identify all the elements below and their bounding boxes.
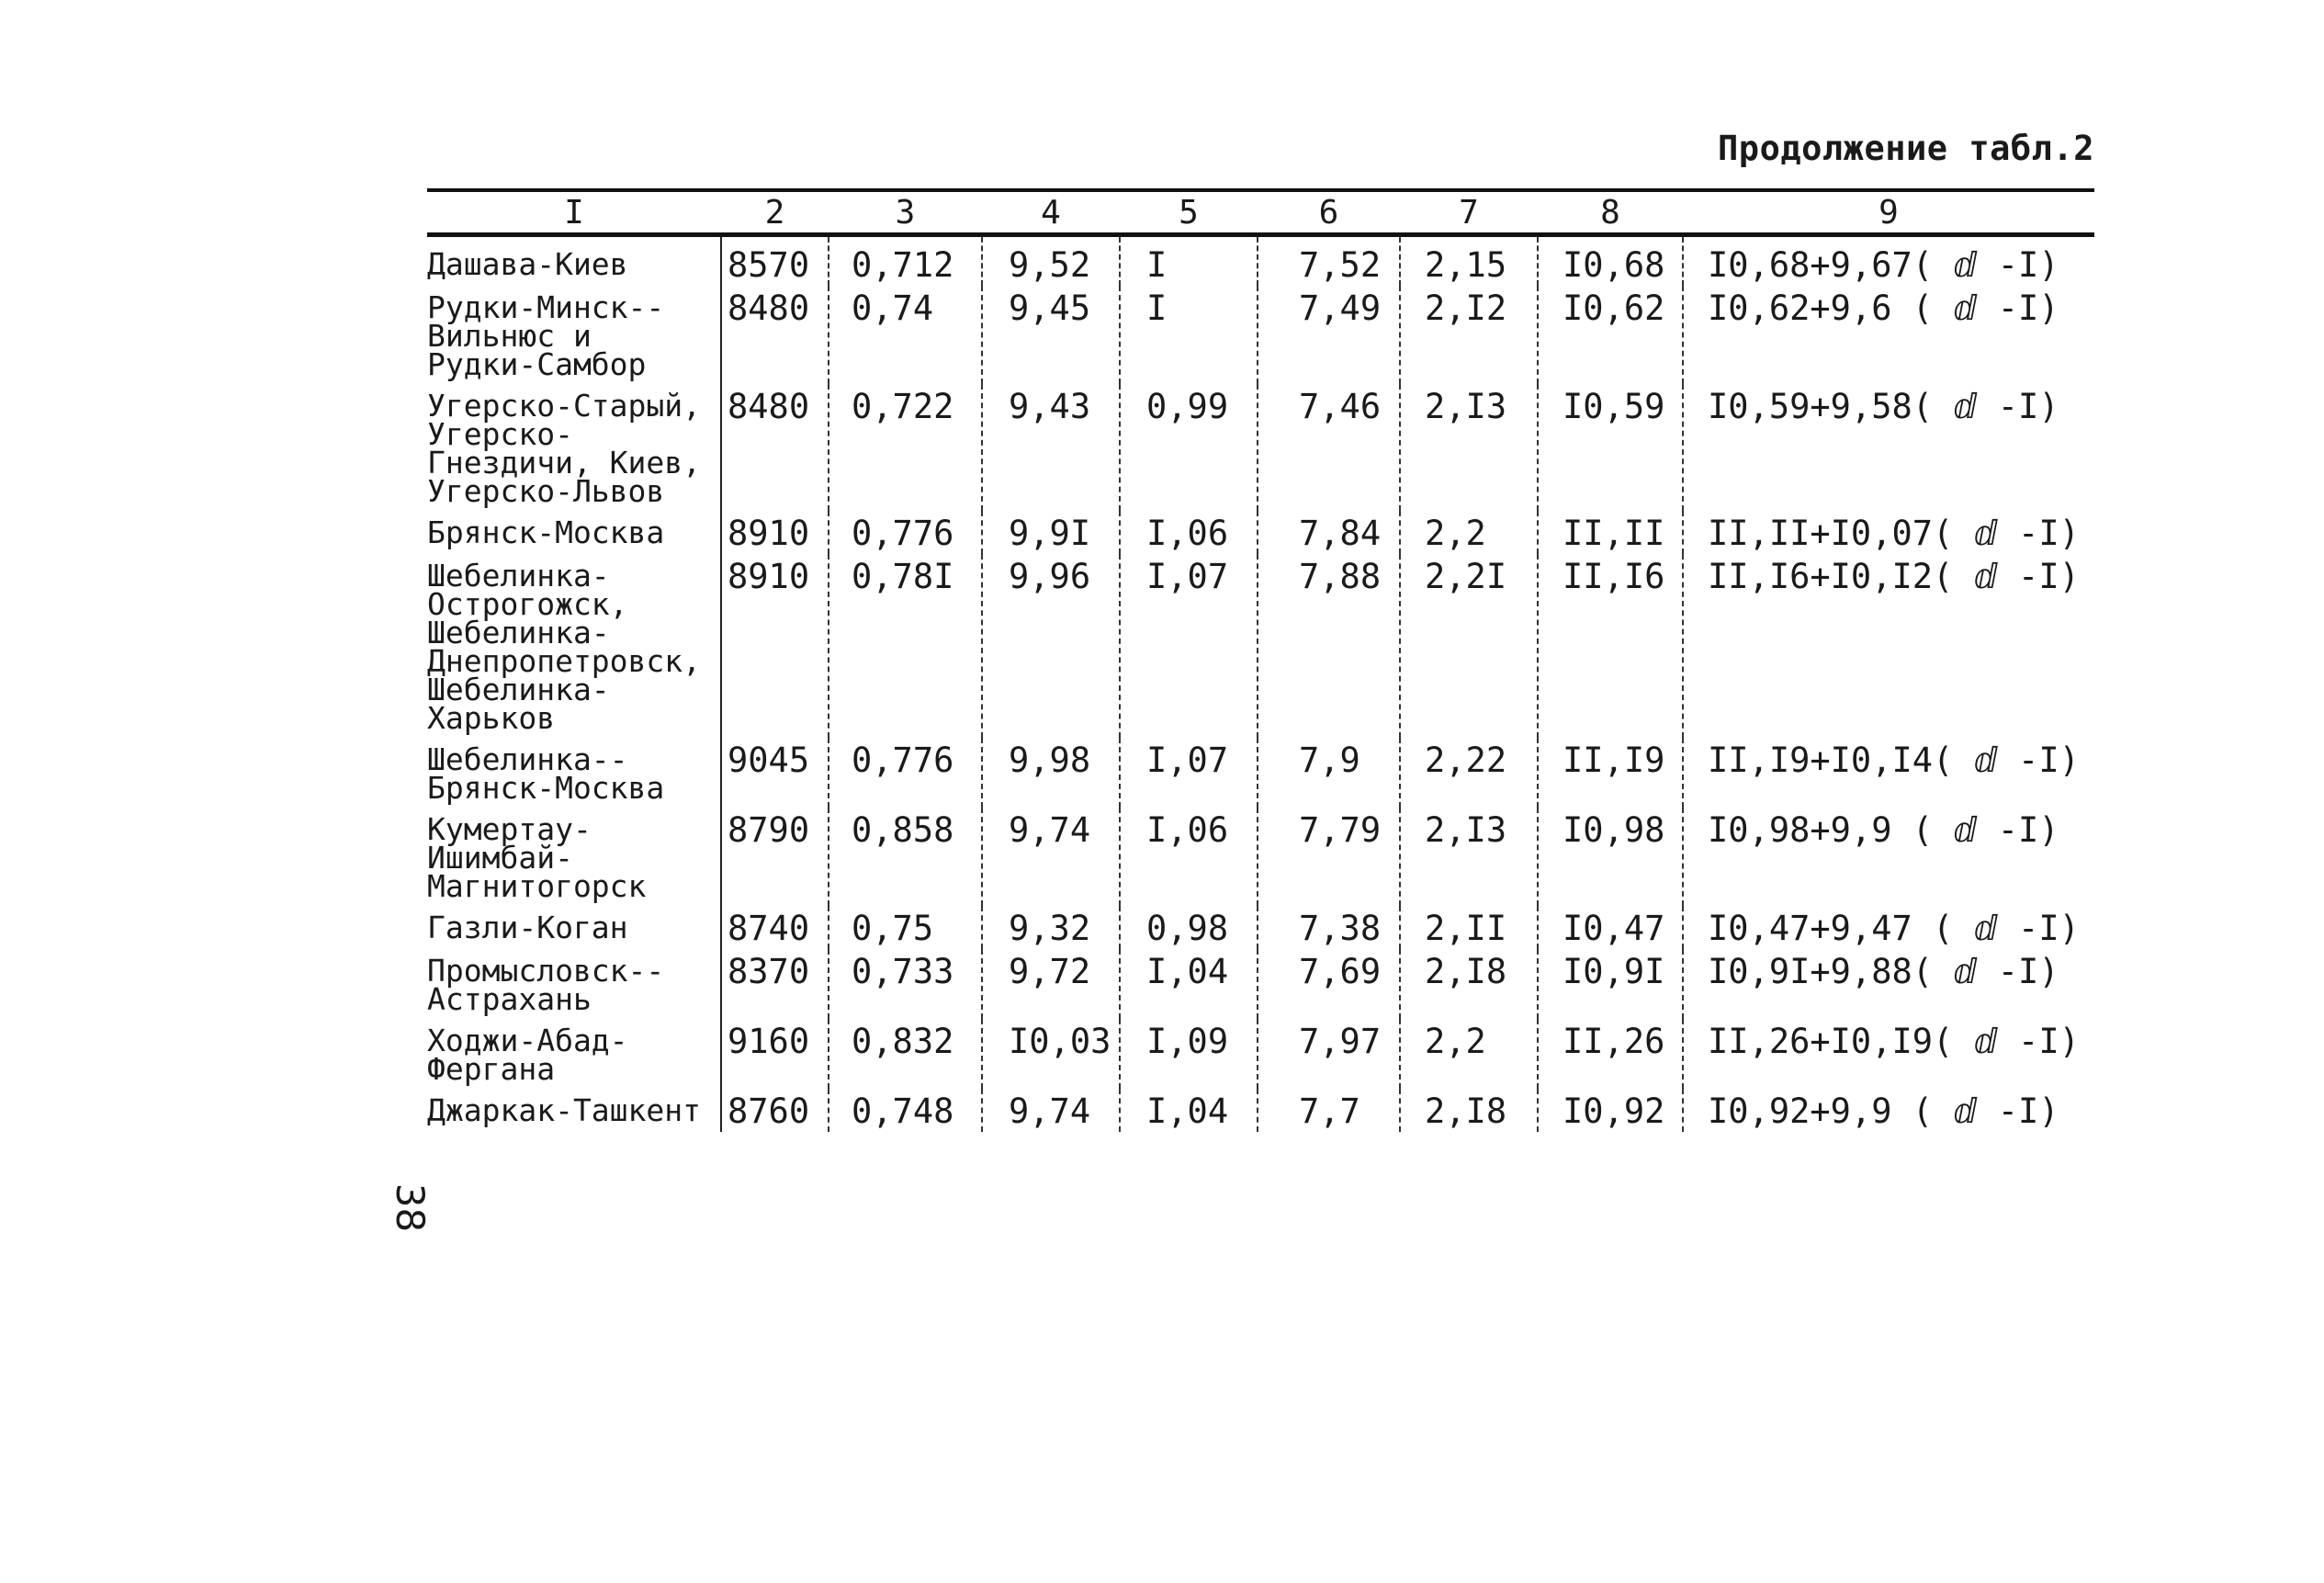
column-header-5: 5 — [1120, 190, 1258, 235]
value-col2-cell: 8370 — [721, 949, 829, 1019]
value-col3-cell: 0,75 — [829, 906, 982, 949]
value-col2-cell: 8570 — [721, 235, 829, 287]
formula-cell: I0,59+9,58( ⅆ -I) — [1683, 384, 2094, 511]
column-header-7: 7 — [1400, 190, 1538, 235]
route-name-cell: Угерско-Старый, Угерско-Гнездичи, Киев, Угерско-Львов — [427, 388, 702, 509]
route-name-cell: Брянск-Москва — [427, 514, 665, 550]
value-col7-cell: 2,II — [1400, 906, 1538, 949]
value-col8-cell: I0,68 — [1538, 235, 1683, 287]
value-col5-cell: I — [1120, 235, 1258, 287]
value-col8-cell: I0,98 — [1538, 808, 1683, 906]
column-header-3: 3 — [829, 190, 982, 235]
value-col6-cell: 7,46 — [1258, 384, 1400, 511]
value-col6-cell: 7,9 — [1258, 738, 1400, 808]
data-table-container — [427, 188, 2094, 1132]
value-col7-cell: 2,I8 — [1400, 1089, 1538, 1132]
formula-cell: II,II+I0,07( ⅆ -I) — [1683, 511, 2094, 554]
value-col2-cell: 8910 — [721, 554, 829, 738]
value-col4-cell: 9,98 — [982, 738, 1120, 808]
value-col2-cell: 8480 — [721, 286, 829, 384]
value-col3-cell: 0,722 — [829, 384, 982, 511]
value-col3-cell: 0,733 — [829, 949, 982, 1019]
value-col5-cell: I — [1120, 286, 1258, 384]
value-col4-cell: 9,72 — [982, 949, 1120, 1019]
value-col6-cell: 7,38 — [1258, 906, 1400, 949]
value-col6-cell: 7,7 — [1258, 1089, 1400, 1132]
value-col7-cell: 2,2I — [1400, 554, 1538, 738]
column-header-4: 4 — [982, 190, 1120, 235]
route-name-cell: Ходжи-Абад-Фергана — [427, 1023, 628, 1087]
formula-cell: I0,68+9,67( ⅆ -I) — [1683, 235, 2094, 287]
value-col4-cell: 9,74 — [982, 808, 1120, 906]
value-col5-cell: I,06 — [1120, 808, 1258, 906]
route-name-cell: Шебелинка-Острогожск, Шебелинка-Днепропетровск, Шебелинка-Харьков — [427, 558, 702, 736]
value-col6-cell: 7,97 — [1258, 1019, 1400, 1089]
value-col8-cell: I0,47 — [1538, 906, 1683, 949]
value-col8-cell: I0,59 — [1538, 384, 1683, 511]
value-col7-cell: 2,22 — [1400, 738, 1538, 808]
route-name-cell: Газли-Коган — [427, 910, 628, 945]
value-col8-cell: I0,9I — [1538, 949, 1683, 1019]
value-col7-cell: 2,I3 — [1400, 384, 1538, 511]
value-col7-cell: 2,2 — [1400, 511, 1538, 554]
table-row — [427, 384, 2094, 511]
value-col2-cell: 8740 — [721, 906, 829, 949]
value-col3-cell: 0,776 — [829, 511, 982, 554]
table-row — [427, 511, 2094, 554]
value-col2-cell: 9045 — [721, 738, 829, 808]
value-col2-cell: 8910 — [721, 511, 829, 554]
column-header-8: 8 — [1538, 190, 1683, 235]
value-col2-cell: 8480 — [721, 384, 829, 511]
route-name-cell: Кумертау-Ишимбай-Магнитогорск — [427, 811, 647, 904]
table-body — [427, 235, 2094, 1133]
value-col6-cell: 7,84 — [1258, 511, 1400, 554]
route-name-cell: Шебелинка--Брянск-Москва — [427, 741, 665, 806]
table-row — [427, 1019, 2094, 1089]
route-name-cell: Джаркак-Ташкент — [427, 1092, 702, 1128]
value-col4-cell: I0,03 — [982, 1019, 1120, 1089]
value-col4-cell: 9,32 — [982, 906, 1120, 949]
value-col3-cell: 0,74 — [829, 286, 982, 384]
value-col7-cell: 2,15 — [1400, 235, 1538, 287]
route-name-cell: Промысловск--Астрахань — [427, 953, 665, 1017]
table-row — [427, 738, 2094, 808]
value-col3-cell: 0,776 — [829, 738, 982, 808]
value-col4-cell: 9,9I — [982, 511, 1120, 554]
value-col8-cell: I0,62 — [1538, 286, 1683, 384]
table-header-row — [427, 190, 2094, 235]
value-col5-cell: 0,98 — [1120, 906, 1258, 949]
column-header-9: 9 — [1683, 190, 2094, 235]
value-col3-cell: 0,748 — [829, 1089, 982, 1132]
value-col4-cell: 9,96 — [982, 554, 1120, 738]
value-col3-cell: 0,858 — [829, 808, 982, 906]
value-col3-cell: 0,832 — [829, 1019, 982, 1089]
table-row — [427, 554, 2094, 738]
formula-cell: I0,9I+9,88( ⅆ -I) — [1683, 949, 2094, 1019]
table-caption: Продолжение табл.2 — [1718, 129, 2094, 168]
value-col4-cell: 9,74 — [982, 1089, 1120, 1132]
value-col5-cell: I,07 — [1120, 738, 1258, 808]
table-row — [427, 808, 2094, 906]
value-col6-cell: 7,49 — [1258, 286, 1400, 384]
value-col7-cell: 2,2 — [1400, 1019, 1538, 1089]
table-row — [427, 235, 2094, 287]
value-col4-cell: 9,45 — [982, 286, 1120, 384]
value-col4-cell: 9,43 — [982, 384, 1120, 511]
value-col6-cell: 7,88 — [1258, 554, 1400, 738]
column-header-2: 2 — [721, 190, 829, 235]
table-row — [427, 286, 2094, 384]
value-col3-cell: 0,78I — [829, 554, 982, 738]
formula-cell: I0,92+9,9 ( ⅆ -I) — [1683, 1089, 2094, 1132]
table-row — [427, 906, 2094, 949]
page-number: 38 — [388, 1182, 434, 1233]
route-name-cell: Дашава-Киев — [427, 246, 628, 282]
value-col4-cell: 9,52 — [982, 235, 1120, 287]
column-header-1: I — [427, 190, 721, 235]
column-header-6: 6 — [1258, 190, 1400, 235]
value-col5-cell: I,06 — [1120, 511, 1258, 554]
value-col6-cell: 7,52 — [1258, 235, 1400, 287]
value-col3-cell: 0,712 — [829, 235, 982, 287]
value-col2-cell: 8790 — [721, 808, 829, 906]
value-col5-cell: I,04 — [1120, 949, 1258, 1019]
data-table — [427, 188, 2094, 1132]
formula-cell: I0,98+9,9 ( ⅆ -I) — [1683, 808, 2094, 906]
value-col8-cell: II,II — [1538, 511, 1683, 554]
formula-cell: II,I6+I0,I2( ⅆ -I) — [1683, 554, 2094, 738]
value-col5-cell: I,04 — [1120, 1089, 1258, 1132]
formula-cell: II,26+I0,I9( ⅆ -I) — [1683, 1019, 2094, 1089]
value-col2-cell: 8760 — [721, 1089, 829, 1132]
table-row — [427, 949, 2094, 1019]
value-col8-cell: II,26 — [1538, 1019, 1683, 1089]
value-col6-cell: 7,79 — [1258, 808, 1400, 906]
value-col8-cell: II,I6 — [1538, 554, 1683, 738]
value-col7-cell: 2,I2 — [1400, 286, 1538, 384]
formula-cell: I0,62+9,6 ( ⅆ -I) — [1683, 286, 2094, 384]
value-col8-cell: II,I9 — [1538, 738, 1683, 808]
value-col8-cell: I0,92 — [1538, 1089, 1683, 1132]
value-col6-cell: 7,69 — [1258, 949, 1400, 1019]
value-col7-cell: 2,I3 — [1400, 808, 1538, 906]
formula-cell: I0,47+9,47 ( ⅆ -I) — [1683, 906, 2094, 949]
value-col5-cell: 0,99 — [1120, 384, 1258, 511]
route-name-cell: Рудки-Минск--Вильнюс и Рудки-Самбор — [427, 289, 665, 382]
table-row — [427, 1089, 2094, 1132]
value-col5-cell: I,07 — [1120, 554, 1258, 738]
value-col5-cell: I,09 — [1120, 1019, 1258, 1089]
value-col7-cell: 2,I8 — [1400, 949, 1538, 1019]
value-col2-cell: 9160 — [721, 1019, 829, 1089]
formula-cell: II,I9+I0,I4( ⅆ -I) — [1683, 738, 2094, 808]
